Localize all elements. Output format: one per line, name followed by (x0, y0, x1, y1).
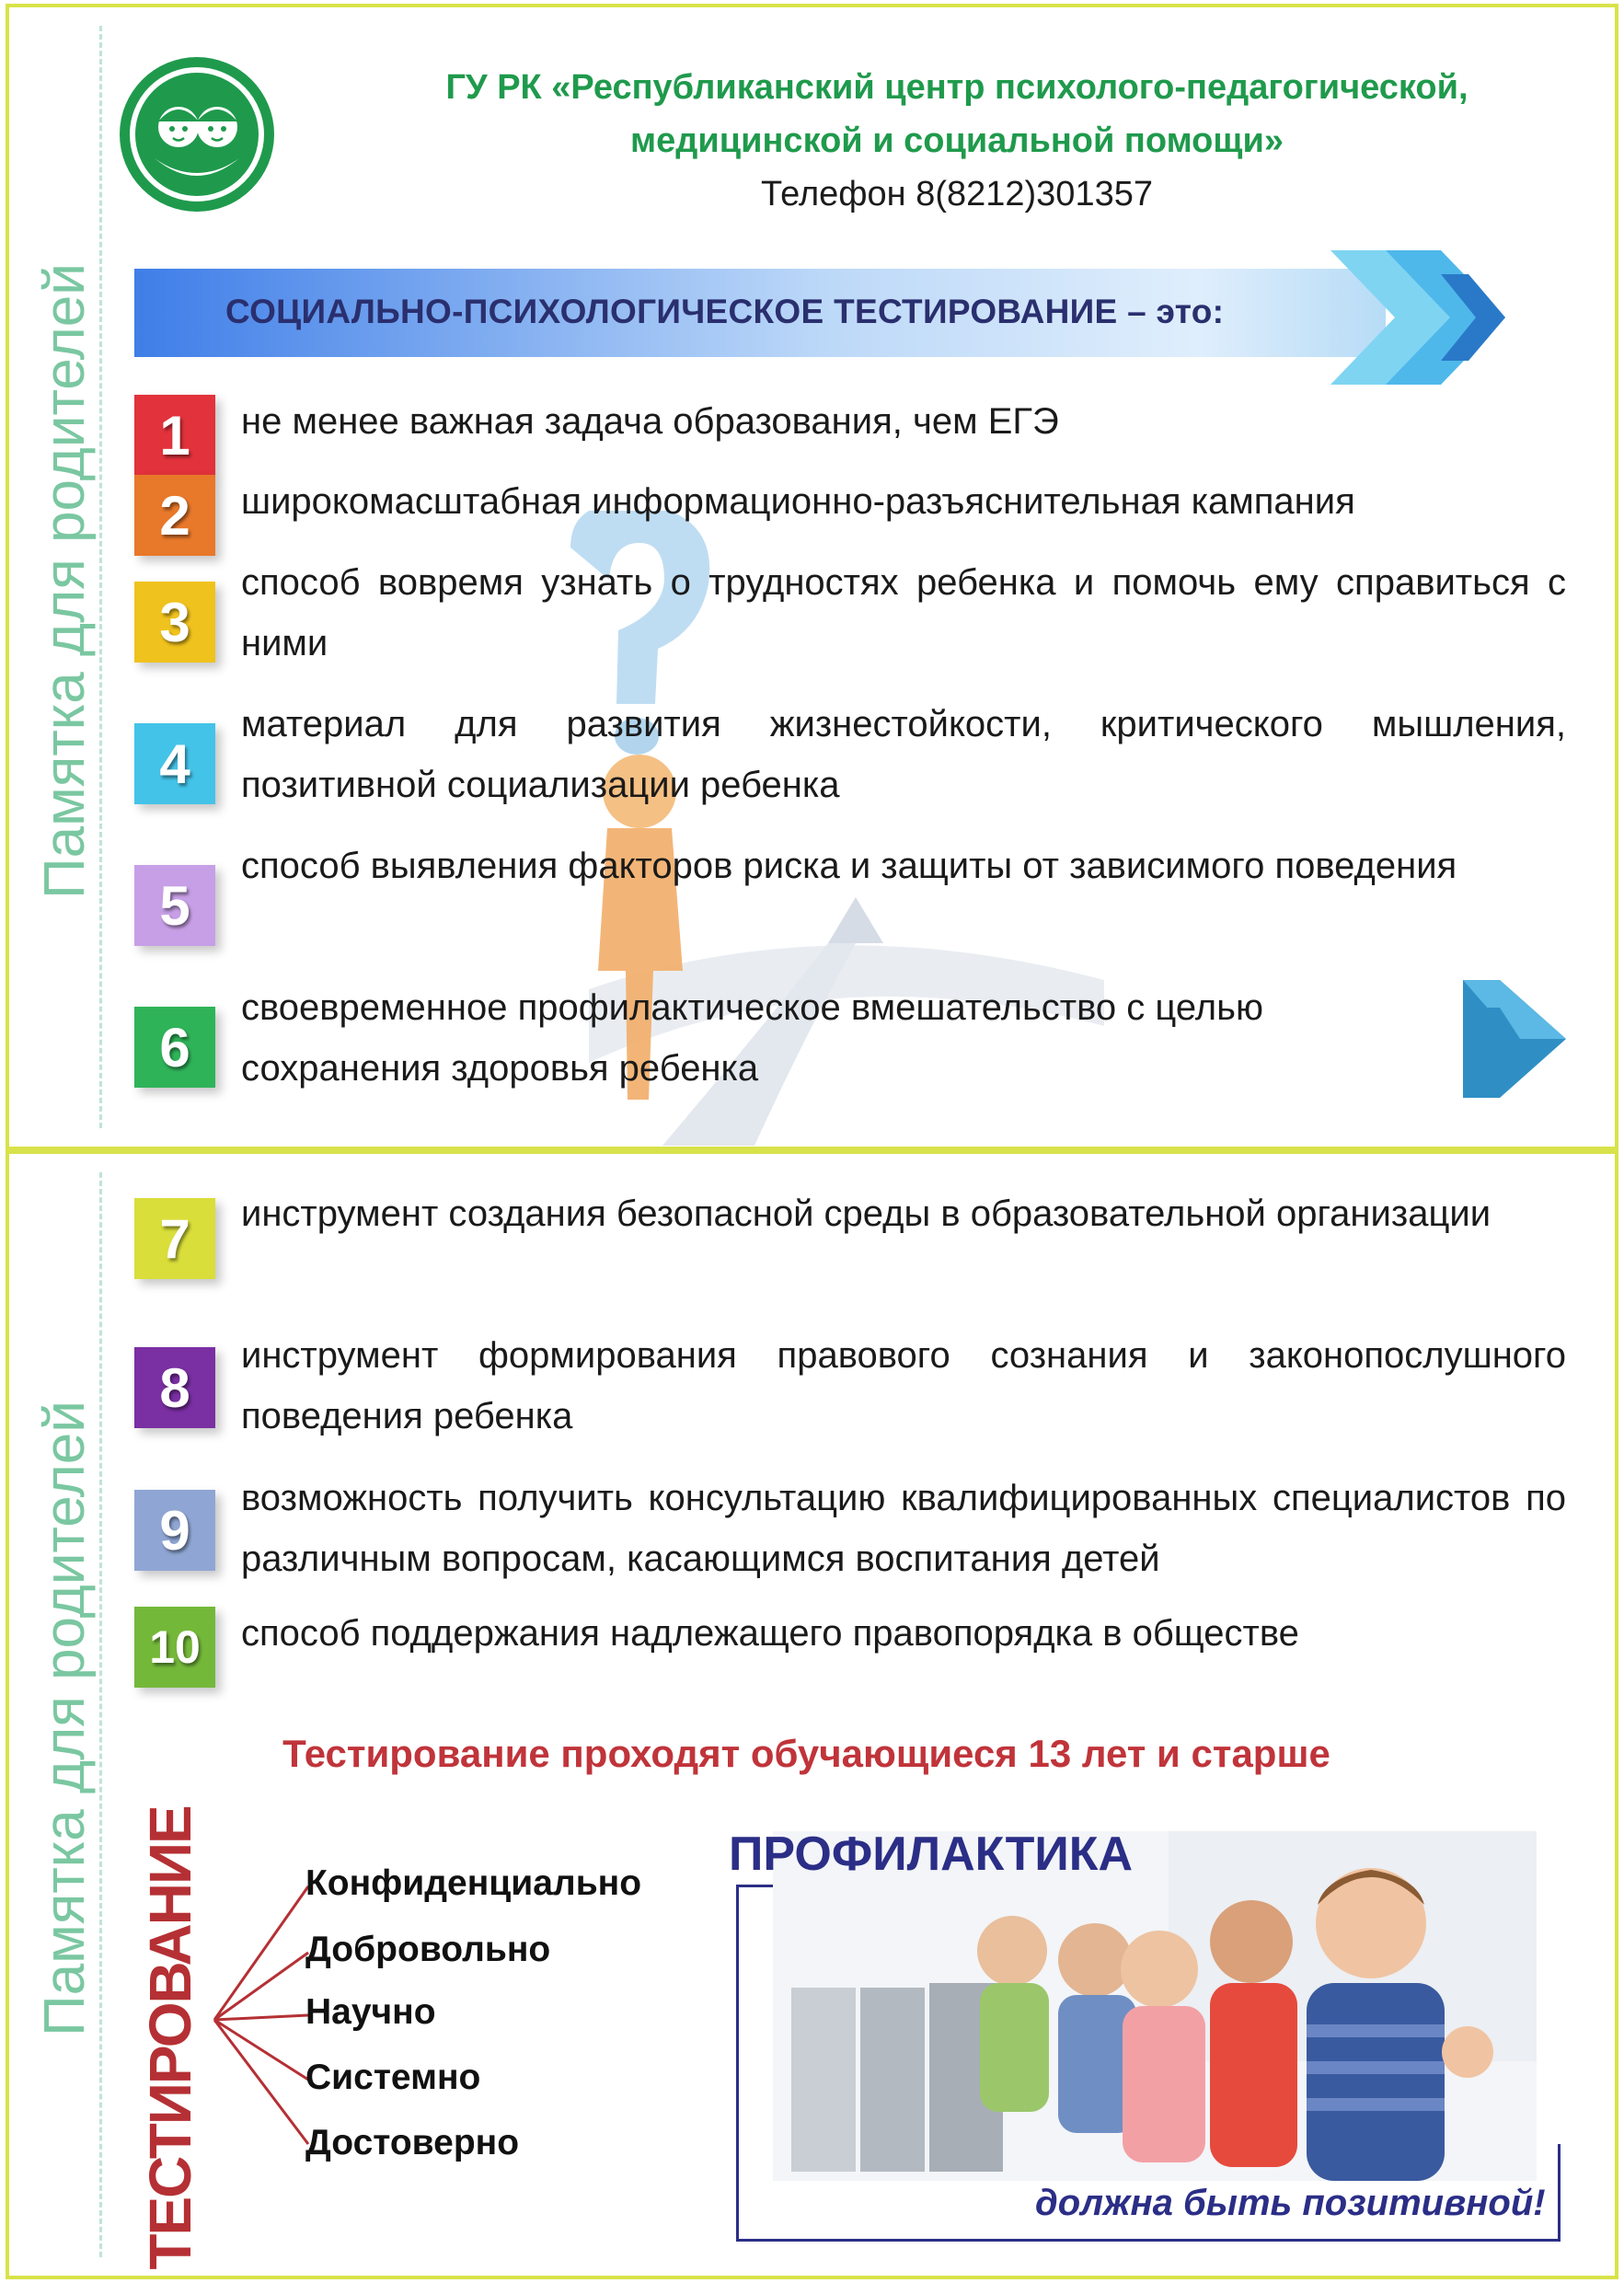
number-badge: 6 (134, 1007, 215, 1088)
quality-item: Достоверно (305, 2123, 520, 2162)
testing-vertical-title: ТЕСТИРОВАНИЕ (137, 1806, 203, 2270)
number-badge: 3 (134, 582, 215, 663)
side-title-top: Памятка для родителей (32, 262, 97, 899)
list-item-text: возможность получить консультацию квалифицированных специалистов по различным вопросам, касающимся воспитания детей (241, 1478, 1566, 1579)
quality-item: Научно (305, 1992, 436, 2032)
prevention-title: ПРОФИЛАКТИКА (729, 1828, 1134, 1881)
org-name-line2: медицинской и социальной помощи» (630, 121, 1284, 160)
age-note: Тестирование проходят обучающиеся 13 лет и старше (282, 1732, 1330, 1775)
number-badge: 2 (134, 475, 215, 556)
list-item-text: инструмент создания безопасной среды в образовательной организации (241, 1193, 1492, 1234)
number-badge: 10 (134, 1607, 215, 1688)
prevention-frame-right (1558, 2144, 1561, 2242)
number-badge: 8 (134, 1347, 215, 1428)
organization-header (331, 61, 1583, 221)
list-item-text: способ вовремя узнать о трудностях ребенка и помочь ему справиться с ними (241, 562, 1566, 663)
side-title-bottom: Памятка для родителей (32, 1401, 97, 2036)
quality-item: Системно (305, 2058, 481, 2097)
list-item-text: своевременное профилактическое вмешательство с целью сохранения здоровья ребенка (241, 987, 1263, 1089)
list-item-text: не менее важная задача образования, чем ЕГЭ (241, 401, 1059, 442)
number-badge: 7 (134, 1198, 215, 1279)
students-photo (773, 1831, 1537, 2181)
list-item-text: способ поддержания надлежащего правопорядка в обществе (241, 1613, 1299, 1654)
prevention-slogan: должна быть позитивной! (1035, 2183, 1546, 2223)
number-badge: 1 (134, 395, 215, 476)
number-badge: 5 (134, 865, 215, 946)
next-arrow-icon (1463, 980, 1566, 1098)
banner-title: СОЦИАЛЬНО-ПСИХОЛОГИЧЕСКОЕ ТЕСТИРОВАНИЕ – это: (225, 293, 1225, 330)
org-name-line1: ГУ РК «Республиканский центр психолого-педагогической, (445, 68, 1469, 107)
center-logo (118, 55, 276, 213)
list-item-text: способ выявления факторов риска и защиты от зависимого поведения (241, 846, 1457, 886)
number-badge: 9 (134, 1490, 215, 1571)
list-item-text: инструмент формирования правового сознания и законопослушного поведения ребенка (241, 1335, 1566, 1436)
list-item-text: материал для развития жизнестойкости, критического мышления, позитивной социализации ребенка (241, 704, 1566, 805)
number-badge: 4 (134, 723, 215, 804)
list-item-text: широкомасштабная информационно-разъяснительная кампания (241, 481, 1355, 522)
quality-item: Конфиденциально (305, 1863, 642, 1903)
quality-item: Добровольно (305, 1930, 551, 1969)
org-phone: Телефон 8(8212)301357 (761, 175, 1153, 213)
branch-lines (207, 1868, 317, 2172)
